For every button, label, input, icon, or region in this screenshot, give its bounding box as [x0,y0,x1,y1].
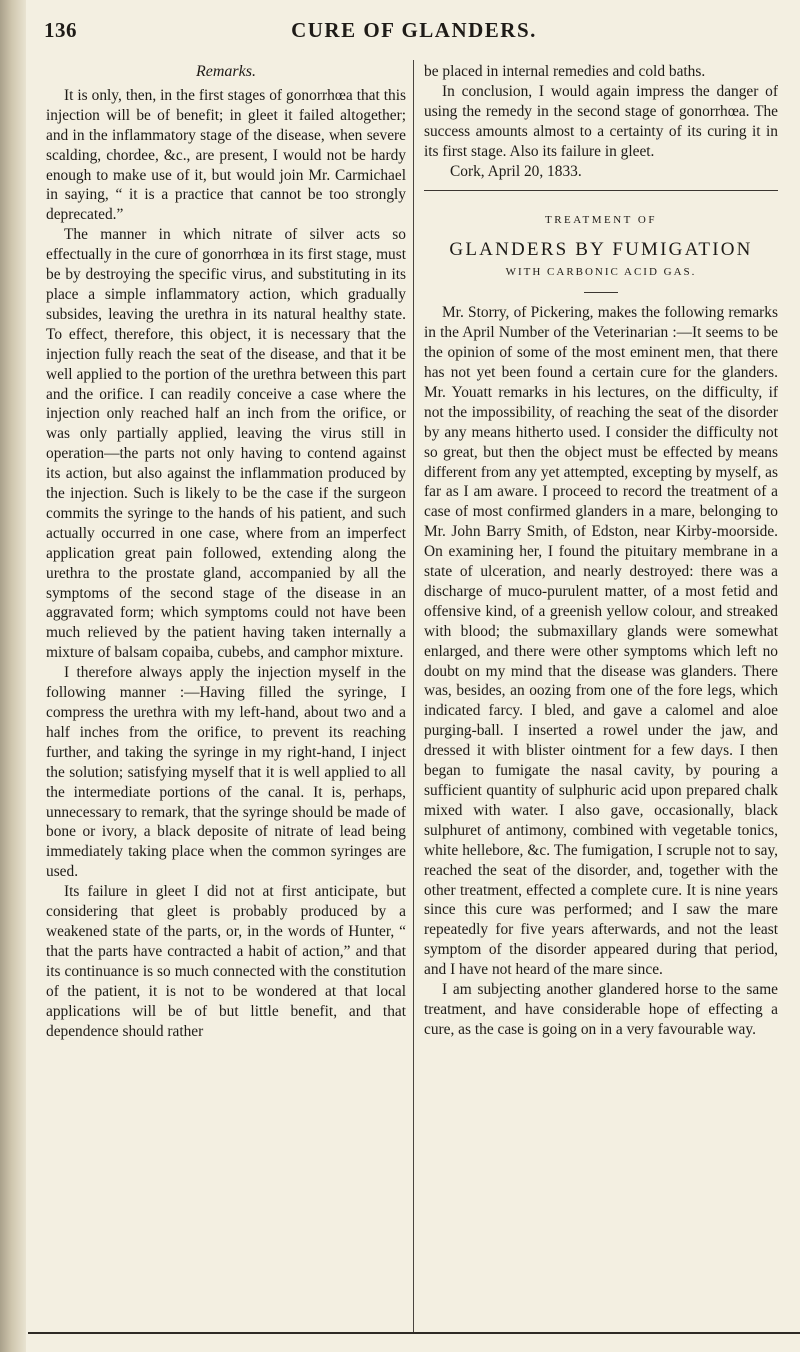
page-number: 136 [44,18,77,42]
section-separator [424,190,778,191]
article-paragraph: Mr. Storry, of Pickering, makes the following remarks in the April Number of the Veterinarian :—It seems to be the opinion of some of the most eminent men, that there has not yet been found a certain cure for the glanders. Mr. Youatt remarks in his lectures, on the difficulty, if not the impossibility, of reaching the seat of the disorder by any means hitherto used. I consider the difficulty not so great, but then the object must be effected by means different from any yet attempted, excepting by myself, as far as I am aware. I proceed to record the treatment of a case of most confirmed glanders in a mare, belonging to Mr. John Barry Smith, of Edston, near Kirby-moorside. On examining her, I found the pituitary membrane in a state of ulceration, and nearly destroyed: there was a discharge of muco-purulent matter, of a most fetid and offensive kind, of a greenish yellow colour, and streaked with blood; the submaxillary glands were somewhat enlarged, and there were other symptoms which left no doubt on my mind that the disease was glanders. There was, besides, an oozing from one of the fore legs, which indicated farcy. I bled, and gave a calomel and aloe purging-ball. I inserted a rowel under the jaw, and dressed it with blister ointment for a few days. I then began to fumigate the nasal cavity, by pouring a sufficient quantity of sulphuric acid upon prepared chalk mixed with water. I also gave, occasionally, black sulphuret of antimony, combined with vegetable tonics, white hellebore, &c. The fumigation, I scruple not to say, reached the seat of the disorder, and, together with the other treatment, effected a complete cure. It is nine years since this cure was performed; and I saw the mare repeatedly for five years afterwards, and not the least symptom of the disorder appeared during that period, and I have not heard of the mare since. [424,304,778,979]
signature-line: Cork, April 20, 1833. [450,162,582,180]
remarks-heading: Remarks. [196,63,256,80]
book-spine-shadow [0,0,26,1352]
article-title: GLANDERS BY FUMIGATION [449,239,753,261]
right-column [424,62,778,1040]
continuation-text: be placed in internal remedies and cold baths. [424,63,706,80]
left-paragraph: Its failure in gleet I did not at first anticipate, but considering that gleet is probably produced by a weakened state of the parts, or, in the words of Hunter, “ that the parts have contracted a habit of action,” and that its continuance is so much connected with the constitution of the patient, it is not to be wondered at that local applications will be of but little benefit, and that dependence should rather [46,883,406,1040]
left-paragraph: The manner in which nitrate of silver acts so effectually in the cure of gonorrhœa in its first stage, must be by destroying the specific virus, and substituting in its place a simple inflammatory action, which gradually subsides, leaving the urethra in its natural healthy state. To effect, therefore, this object, it is necessary that the injection fully reach the seat of the disease, and that it be well applied to the portion of the urethra between this part and the orifice. I can readily conceive a case where the injection only reached half an inch from the orifice, or was only partially applied, leaving the virus still in operation—the parts not only having to contend against its action, but also against the inflammation produced by the injection. Such is likely to be the case if the surgeon commits the syringe to the hands of his patient, and such actually occurred in one case, where from an imperfect application great pain followed, extending along the urethra to the prostate gland, accompanied by all the symptoms of the second stage of the disease in an aggravated form; which symptoms could not have been much relieved by the patient having taken internally a mixture of balsam copaiba, cubebs, and camphor mixture. [46,226,406,662]
running-head: CURE OF GLANDERS. [291,18,537,42]
left-paragraph: It is only, then, in the first stages of gonorrhœa that this injection will be of benefit; in gleet it failed altogether; and in the inflammatory stage of the disease, when severe scalding, chordee, &c., are present, I would not be hardy enough to make use of it, but would join Mr. Carmichael in saying, “ it is a practice that cannot be too strongly deprecated.” [46,86,406,224]
book-page [28,0,800,1352]
title-rule [584,292,618,293]
conclusion-paragraph: In conclusion, I would again impress the danger of using the remedy in the second stage of gonorrhœa. The success amounts almost to a certainty of its curing it in its first stage. Also its failure in gleet. [424,82,778,160]
left-paragraph: I therefore always apply the injection myself in the following manner :—Having filled the syringe, I compress the urethra with my left-hand, about two and a half inches from the orifice, to prevent its reaching further, and taking the syringe in my right-hand, I inject the solution; satisfying myself that it is well applied to all the intermediate portions of the canal. It is, perhaps, unnecessary to remark, that the syringe should be made of bone or ivory, a black deposite of nitrate of lead being immediately taking place when the common syringes are used. [46,664,406,881]
left-column [46,62,406,1041]
article-subtitle: WITH CARBONIC ACID GAS. [505,266,697,279]
article-kicker: TREATMENT OF [545,214,657,227]
page-header [28,18,800,48]
article-paragraph: I am subjecting another glandered horse to the same treatment, and have considerable hope of effecting a cure, as the case is going on in a very favourable way. [424,981,778,1038]
bottom-rule [28,1332,800,1334]
column-divider [413,60,414,1332]
